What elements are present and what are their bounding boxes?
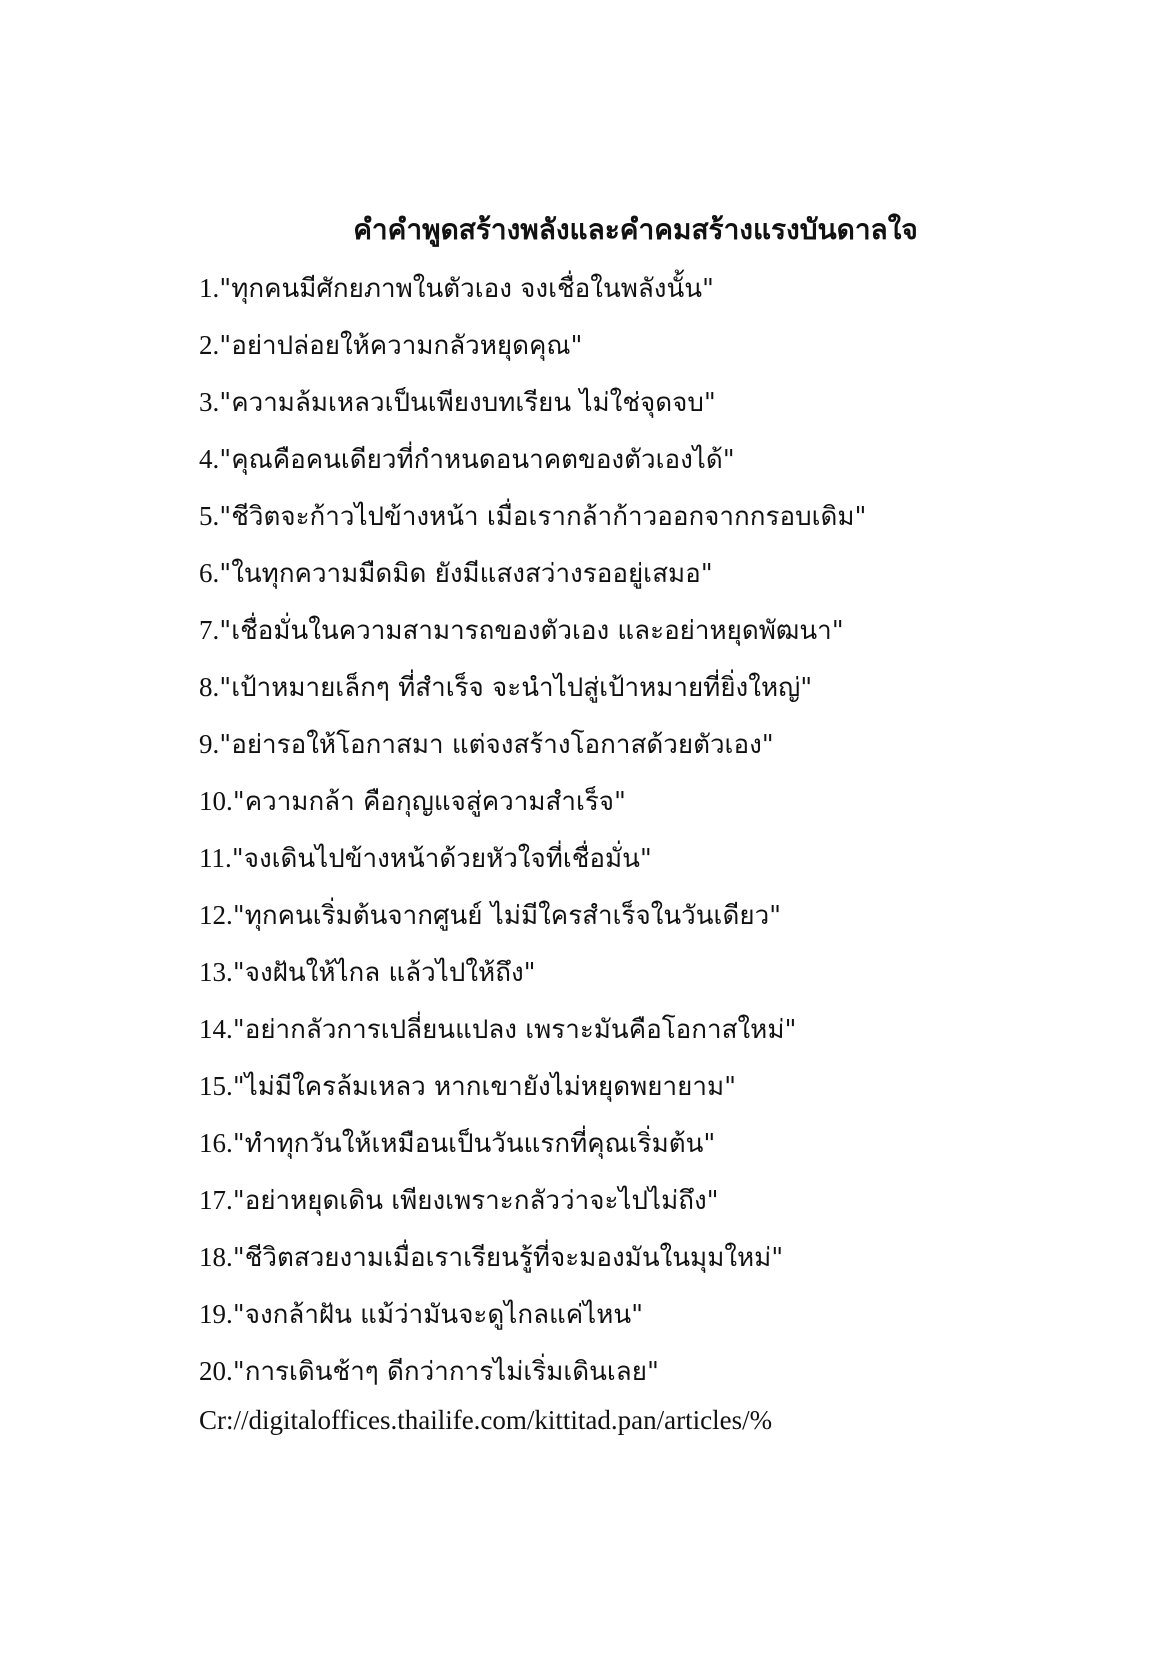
quote-number: 3. [199,387,220,417]
quote-text: "จงกล้าฝัน แม้ว่ามันจะดูไกลแค่ไหน" [232,1300,644,1330]
quote-item [199,836,1099,893]
quote-number: 12. [199,900,233,930]
quote-item [199,893,1099,950]
document-title: คำคำพูดสร้างพลังและคำคมสร้างแรงบันดาลใจ [353,213,918,246]
quote-number: 8. [199,672,220,702]
quote-text: "อย่าปล่อยให้ความกลัวหยุดคุณ" [219,331,583,361]
quote-number: 1. [199,273,220,303]
quote-item [199,1121,1099,1178]
quote-item [199,266,1099,323]
quote-text: "ทุกคนเริ่มต้นจากศูนย์ ไม่มีใครสำเร็จในวันเดียว" [232,901,782,931]
quote-text: "อย่ากลัวการเปลี่ยนแปลง เพราะมันคือโอกาสใหม่" [232,1015,797,1045]
quote-item [199,1178,1099,1235]
quote-text: "ความกล้า คือกุญแจสู่ความสำเร็จ" [232,787,626,817]
quote-item [199,1007,1099,1064]
quote-text: "ชีวิตจะก้าวไปข้างหน้า เมื่อเรากล้าก้าวออกจากกรอบเดิม" [219,502,867,532]
quote-number: 17. [199,1185,233,1215]
quote-item [199,1292,1099,1349]
quote-item [199,494,1099,551]
quote-number: 9. [199,729,220,759]
quote-item [199,1235,1099,1292]
quote-number: 18. [199,1242,233,1272]
quote-item [199,950,1099,1007]
quote-number: 4. [199,444,220,474]
quote-number: 2. [199,330,220,360]
quote-text: "เชื่อมั่นในความสามารถของตัวเอง และอย่าหยุดพัฒนา" [219,616,844,646]
quote-item [199,323,1099,380]
quote-list [199,266,1099,1406]
quote-number: 16. [199,1128,233,1158]
quote-number: 13. [199,957,233,987]
quote-text: "ชีวิตสวยงามเมื่อเราเรียนรู้ที่จะมองมันในมุมใหม่" [232,1243,784,1273]
quote-text: "ในทุกความมืดมิด ยังมีแสงสว่างรออยู่เสมอ" [219,559,713,589]
quote-item [199,437,1099,494]
quote-text: "ไม่มีใครล้มเหลว หากเขายังไม่หยุดพยายาม" [232,1072,737,1102]
source-credit: Cr://digitaloffices.thailife.com/kittitad.pan/articles/% [199,1405,773,1435]
quote-number: 20. [199,1356,233,1386]
quote-text: "ความล้มเหลวเป็นเพียงบทเรียน ไม่ใช่จุดจบ" [219,388,716,418]
quote-text: "เป้าหมายเล็กๆ ที่สำเร็จ จะนำไปสู่เป้าหมายที่ยิ่งใหญ่" [219,673,813,703]
quote-text: "จงเดินไปข้างหน้าด้วยหัวใจที่เชื่อมั่น" [231,844,652,874]
quote-text: "จงฝันให้ไกล แล้วไปให้ถึง" [232,958,536,988]
quote-text: "ทำทุกวันให้เหมือนเป็นวันแรกที่คุณเริ่มต้น" [232,1129,716,1159]
quote-text: "อย่ารอให้โอกาสมา แต่จงสร้างโอกาสด้วยตัวเอง" [219,730,774,760]
quote-number: 11. [199,843,232,873]
quote-number: 10. [199,786,233,816]
quote-text: "อย่าหยุดเดิน เพียงเพราะกลัวว่าจะไปไม่ถึง" [232,1186,719,1216]
quote-item [199,380,1099,437]
quote-text: "คุณคือคนเดียวที่กำหนดอนาคตของตัวเองได้" [219,445,735,475]
quote-item [199,608,1099,665]
quote-item [199,1064,1099,1121]
quote-number: 19. [199,1299,233,1329]
quote-number: 5. [199,501,220,531]
quote-number: 14. [199,1014,233,1044]
quote-item [199,551,1099,608]
quote-number: 15. [199,1071,233,1101]
quote-text: "การเดินช้าๆ ดีกว่าการไม่เริ่มเดินเลย" [232,1357,659,1387]
quote-item [199,722,1099,779]
quote-text: "ทุกคนมีศักยภาพในตัวเอง จงเชื่อในพลังนั้น" [219,274,714,304]
quote-item [199,665,1099,722]
quote-item [199,779,1099,836]
quote-number: 7. [199,615,220,645]
quote-number: 6. [199,558,220,588]
